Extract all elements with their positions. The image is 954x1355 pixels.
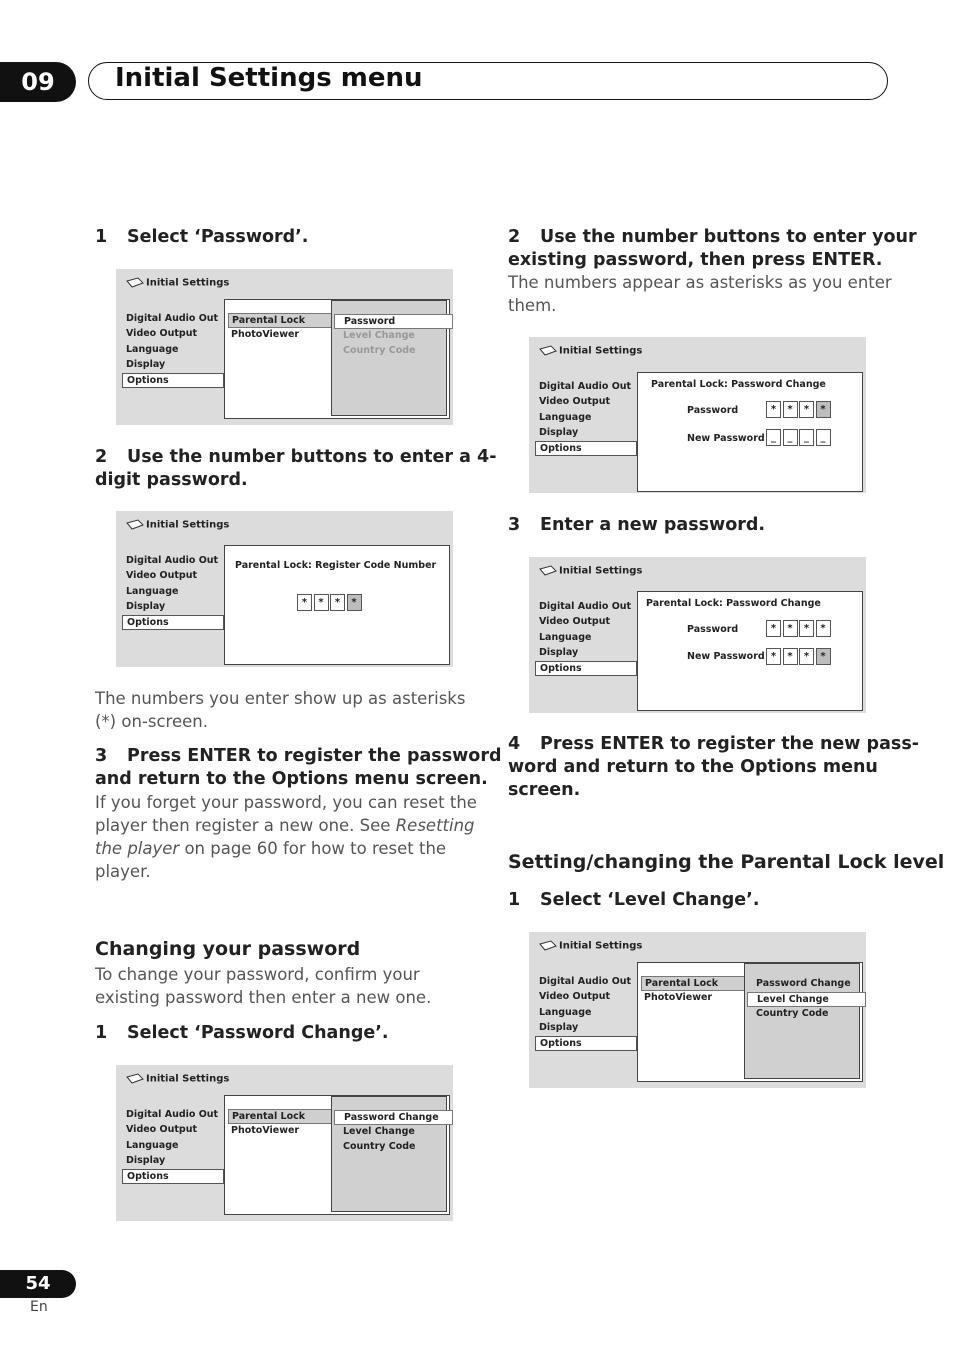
password-label: Password xyxy=(687,405,739,416)
remote-icon xyxy=(539,940,557,951)
screen-header: Initial Settings xyxy=(539,565,642,577)
menu-item[interactable]: Display xyxy=(539,427,579,439)
menu-item[interactable]: Display xyxy=(126,601,166,613)
menu-item[interactable]: Digital Audio Out xyxy=(539,601,632,612)
dialog-title: Parental Lock: Register Code Number xyxy=(235,560,437,571)
remote-icon xyxy=(126,1073,144,1084)
screen-header: Initial Settings xyxy=(539,940,642,952)
menu-item-selected[interactable]: Options xyxy=(535,441,637,456)
menu-item[interactable]: Language xyxy=(126,585,179,597)
dialog-title: Parental Lock: Password Change xyxy=(651,379,826,390)
code-boxes[interactable]: * * * * xyxy=(297,594,363,611)
menu-item-selected[interactable]: Options xyxy=(122,373,224,388)
menu-item[interactable]: Language xyxy=(126,1139,179,1151)
menu-item[interactable]: Digital Audio Out xyxy=(539,381,632,392)
screen-header: Initial Settings xyxy=(539,345,642,357)
note-asterisks: The numbers you enter show up as asterisks (*) on-screen. xyxy=(95,689,466,731)
menu-item[interactable]: Digital Audio Out xyxy=(126,1109,219,1120)
menu-item[interactable]: Video Output xyxy=(539,396,611,408)
submenu-item[interactable]: Parental Lock xyxy=(228,313,333,328)
remote-icon xyxy=(539,565,557,576)
step-enter-new: 3 Enter a new password. xyxy=(508,515,766,535)
menu-item[interactable]: Video Output xyxy=(126,570,198,582)
main-menu xyxy=(122,311,224,388)
option-item[interactable]: Password Change xyxy=(334,1110,453,1125)
note-asterisks-right: The numbers appear as asterisks as you enter them. xyxy=(508,273,892,315)
menu-item-selected[interactable]: Options xyxy=(535,661,637,676)
section-intro: To change your password, confirm your existing password then enter a new one. xyxy=(95,965,432,1007)
remote-icon xyxy=(126,519,144,530)
section-title-change-password: Changing your password xyxy=(95,938,361,960)
step-press-enter: 3 Press ENTER to register the password and return to the Options menu screen. xyxy=(95,746,502,789)
submenu-item[interactable]: Parental Lock xyxy=(641,976,746,991)
step-select-password-change: 1 Select ‘Password Change’. xyxy=(95,1023,389,1043)
new-password-boxes[interactable]: * * * * xyxy=(766,648,832,665)
password-boxes[interactable]: * * * * xyxy=(766,620,832,637)
menu-item-selected[interactable]: Options xyxy=(122,615,224,630)
screen-password-change-menu xyxy=(116,1065,453,1221)
main-menu xyxy=(535,599,637,676)
option-panel xyxy=(331,1096,447,1212)
option-item[interactable]: Password xyxy=(334,314,453,329)
page-language: En xyxy=(30,1299,48,1315)
new-password-boxes[interactable]: _ _ _ _ xyxy=(766,429,832,446)
step-select-password: 1 Select ‘Password’. xyxy=(95,227,309,247)
option-item[interactable]: Level Change xyxy=(343,330,415,341)
step-enter-existing: 2 Use the number buttons to enter your existing password, then press ENTER. xyxy=(508,227,917,270)
main-menu xyxy=(122,553,224,630)
dialog-panel xyxy=(224,545,450,665)
step-select-level-change: 1 Select ‘Level Change’. xyxy=(508,890,760,910)
screen-register-code xyxy=(116,511,453,667)
menu-item[interactable]: Video Output xyxy=(539,991,611,1003)
submenu-item[interactable]: PhotoViewer xyxy=(231,1125,300,1136)
menu-item[interactable]: Digital Audio Out xyxy=(126,555,219,566)
dialog-panel xyxy=(637,591,863,711)
submenu-item[interactable]: Parental Lock xyxy=(228,1109,333,1124)
main-menu xyxy=(122,1107,224,1184)
note-reset: If you forget your password, you can reset the player then register a new one. See Resetting the player on page 60 for how to reset the player. xyxy=(95,793,477,881)
chapter-number: 09 xyxy=(0,62,76,102)
menu-item-selected[interactable]: Options xyxy=(535,1036,637,1051)
screen-header: Initial Settings xyxy=(126,277,229,289)
step-register-new: 4 Press ENTER to register the new pass- word and return to the Options menu screen. xyxy=(508,734,919,800)
main-menu xyxy=(535,379,637,456)
submenu xyxy=(224,1095,450,1215)
chapter-title-frame xyxy=(88,62,888,100)
screen-new-password xyxy=(529,557,866,713)
menu-item[interactable]: Video Output xyxy=(126,1124,198,1136)
option-panel xyxy=(744,963,860,1079)
menu-item[interactable]: Language xyxy=(539,1006,592,1018)
menu-item[interactable]: Display xyxy=(126,1155,166,1167)
section-title-parental-level: Setting/changing the Parental Lock level xyxy=(508,851,945,873)
option-panel xyxy=(331,300,447,416)
submenu-item[interactable]: PhotoViewer xyxy=(644,992,713,1003)
new-password-label: New Password xyxy=(687,433,765,444)
password-label: Password xyxy=(687,624,739,635)
option-item[interactable]: Country Code xyxy=(343,1141,416,1152)
step-enter-password: 2 Use the number buttons to enter a 4- digit password. xyxy=(95,447,497,490)
remote-icon xyxy=(539,345,557,356)
menu-item[interactable]: Language xyxy=(539,411,592,423)
menu-item[interactable]: Digital Audio Out xyxy=(126,313,219,324)
screen-header: Initial Settings xyxy=(126,1073,229,1085)
menu-item[interactable]: Display xyxy=(539,1022,579,1034)
menu-item-selected[interactable]: Options xyxy=(122,1169,224,1184)
menu-item[interactable]: Video Output xyxy=(539,616,611,628)
option-item[interactable]: Level Change xyxy=(747,992,866,1007)
page-number: 54 xyxy=(0,1270,76,1298)
screen-header: Initial Settings xyxy=(126,519,229,531)
screen-select-password xyxy=(116,269,453,425)
dialog-panel xyxy=(637,372,863,492)
menu-item[interactable]: Digital Audio Out xyxy=(539,976,632,987)
dialog-title: Parental Lock: Password Change xyxy=(646,598,821,609)
option-item[interactable]: Password Change xyxy=(756,978,851,989)
screen-existing-password xyxy=(529,337,866,493)
submenu-item[interactable]: PhotoViewer xyxy=(231,329,300,340)
remote-icon xyxy=(126,277,144,288)
chapter-title: Initial Settings menu xyxy=(115,63,423,93)
option-item[interactable]: Country Code xyxy=(756,1008,829,1019)
password-boxes[interactable]: * * * * xyxy=(766,401,832,418)
option-item[interactable]: Level Change xyxy=(343,1126,415,1137)
new-password-label: New Password xyxy=(687,651,765,662)
menu-item[interactable]: Language xyxy=(539,631,592,643)
submenu xyxy=(637,962,863,1082)
menu-item[interactable]: Display xyxy=(539,647,579,659)
main-menu xyxy=(535,974,637,1051)
menu-item[interactable]: Video Output xyxy=(126,328,198,340)
option-item[interactable]: Country Code xyxy=(343,345,416,356)
menu-item[interactable]: Display xyxy=(126,359,166,371)
screen-level-change-menu xyxy=(529,932,866,1088)
menu-item[interactable]: Language xyxy=(126,343,179,355)
submenu xyxy=(224,299,450,419)
